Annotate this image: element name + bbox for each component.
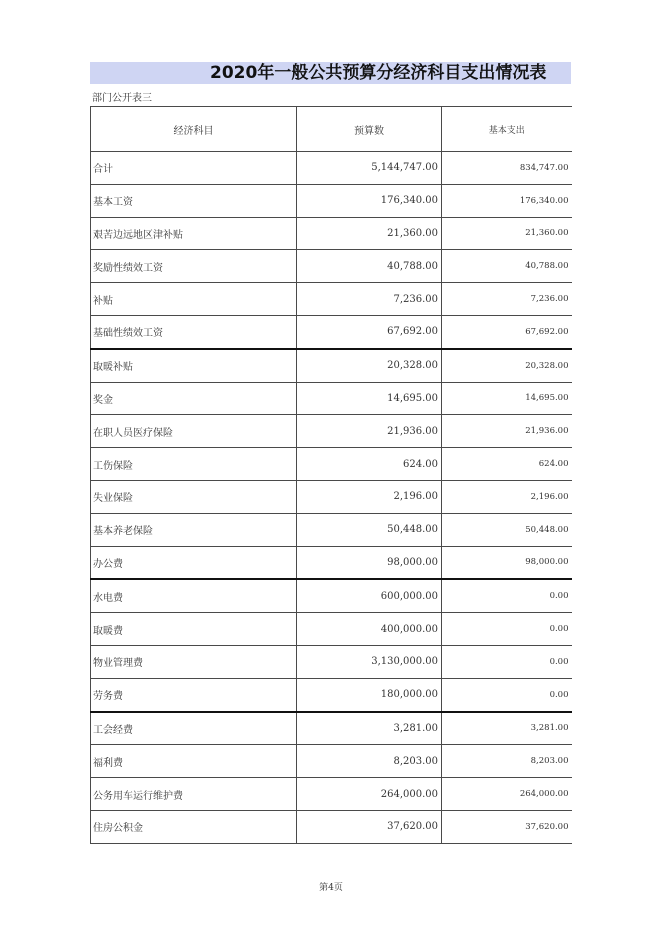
table-row — [91, 217, 572, 250]
title-bar — [90, 62, 571, 84]
row-subject-name: 取暖费 — [91, 613, 297, 646]
row-basic-expenditure: 21,360.00 — [442, 217, 572, 250]
row-budget-amount: 264,000.00 — [297, 778, 442, 811]
row-subject-name: 补贴 — [91, 283, 297, 316]
row-basic-expenditure: 98,000.00 — [442, 546, 572, 579]
table-row — [91, 513, 572, 546]
row-basic-expenditure: 264,000.00 — [442, 778, 572, 811]
row-budget-amount: 400,000.00 — [297, 613, 442, 646]
table-row — [91, 810, 572, 843]
table-row — [91, 613, 572, 646]
row-subject-name: 福利费 — [91, 745, 297, 778]
row-subject-name: 住房公积金 — [91, 810, 297, 843]
table-row — [91, 579, 572, 612]
row-basic-expenditure: 40,788.00 — [442, 250, 572, 283]
row-budget-amount: 14,695.00 — [297, 382, 442, 415]
table-row — [91, 250, 572, 283]
table-row — [91, 152, 572, 185]
row-basic-expenditure: 14,695.00 — [442, 382, 572, 415]
row-subject-name: 取暖补贴 — [91, 349, 297, 382]
table-header-row — [91, 107, 572, 152]
table-row — [91, 349, 572, 382]
row-budget-amount: 37,620.00 — [297, 810, 442, 843]
header-economic-subject: 经济科目 — [91, 107, 297, 152]
page-number: 第4页 — [319, 883, 343, 893]
table-row — [91, 645, 572, 678]
row-budget-amount: 7,236.00 — [297, 283, 442, 316]
row-budget-amount: 176,340.00 — [297, 184, 442, 217]
row-basic-expenditure: 176,340.00 — [442, 184, 572, 217]
row-budget-amount: 67,692.00 — [297, 315, 442, 348]
row-basic-expenditure: 37,620.00 — [442, 810, 572, 843]
row-subject-name: 基本工资 — [91, 184, 297, 217]
row-basic-expenditure: 0.00 — [442, 645, 572, 678]
table-row — [91, 448, 572, 481]
table-row — [91, 745, 572, 778]
row-basic-expenditure: 50,448.00 — [442, 513, 572, 546]
row-budget-amount: 2,196.00 — [297, 480, 442, 513]
row-budget-amount: 180,000.00 — [297, 678, 442, 711]
table-row — [91, 184, 572, 217]
row-budget-amount: 3,281.00 — [297, 712, 442, 745]
table-row — [91, 315, 572, 348]
row-budget-amount: 600,000.00 — [297, 579, 442, 612]
table-row — [91, 480, 572, 513]
row-subject-name: 物业管理费 — [91, 645, 297, 678]
row-basic-expenditure: 67,692.00 — [442, 315, 572, 348]
row-basic-expenditure: 0.00 — [442, 613, 572, 646]
table-row — [91, 382, 572, 415]
table-row — [91, 283, 572, 316]
row-subject-name: 奖励性绩效工资 — [91, 250, 297, 283]
row-basic-expenditure: 0.00 — [442, 579, 572, 612]
row-budget-amount: 8,203.00 — [297, 745, 442, 778]
row-budget-amount: 5,144,747.00 — [297, 152, 442, 185]
row-subject-name: 公务用车运行维护费 — [91, 778, 297, 811]
row-basic-expenditure: 624.00 — [442, 448, 572, 481]
row-basic-expenditure: 3,281.00 — [442, 712, 572, 745]
row-subject-name: 劳务费 — [91, 678, 297, 711]
row-basic-expenditure: 834,747.00 — [442, 152, 572, 185]
row-budget-amount: 50,448.00 — [297, 513, 442, 546]
table-row — [91, 712, 572, 745]
row-budget-amount: 21,360.00 — [297, 217, 442, 250]
row-budget-amount: 20,328.00 — [297, 349, 442, 382]
row-basic-expenditure: 20,328.00 — [442, 349, 572, 382]
row-basic-expenditure: 8,203.00 — [442, 745, 572, 778]
table-row — [91, 415, 572, 448]
row-budget-amount: 21,936.00 — [297, 415, 442, 448]
row-subject-name: 失业保险 — [91, 480, 297, 513]
row-basic-expenditure: 2,196.00 — [442, 480, 572, 513]
row-subject-name: 奖金 — [91, 382, 297, 415]
table-row — [91, 778, 572, 811]
row-subject-name: 水电费 — [91, 579, 297, 612]
header-basic-expenditure: 基本支出 — [442, 107, 572, 152]
row-basic-expenditure: 7,236.00 — [442, 283, 572, 316]
row-subject-name: 基础性绩效工资 — [91, 315, 297, 348]
table-row — [91, 678, 572, 711]
expenditure-table — [90, 106, 572, 844]
row-budget-amount: 98,000.00 — [297, 546, 442, 579]
row-subject-name: 工伤保险 — [91, 448, 297, 481]
row-subject-name: 在职人员医疗保险 — [91, 415, 297, 448]
row-subject-name: 基本养老保险 — [91, 513, 297, 546]
row-budget-amount: 624.00 — [297, 448, 442, 481]
row-basic-expenditure: 21,936.00 — [442, 415, 572, 448]
table-row — [91, 546, 572, 579]
header-budget-amount: 预算数 — [297, 107, 442, 152]
row-subject-name: 办公费 — [91, 546, 297, 579]
table-subtitle: 部门公开表三 — [92, 93, 152, 104]
row-subject-name: 工会经费 — [91, 712, 297, 745]
row-budget-amount: 40,788.00 — [297, 250, 442, 283]
row-basic-expenditure: 0.00 — [442, 678, 572, 711]
row-subject-name: 艰苦边远地区津补贴 — [91, 217, 297, 250]
row-subject-name: 合计 — [91, 152, 297, 185]
page-title: 2020年一般公共预算分经济科目支出情况表 — [210, 63, 547, 83]
row-budget-amount: 3,130,000.00 — [297, 645, 442, 678]
